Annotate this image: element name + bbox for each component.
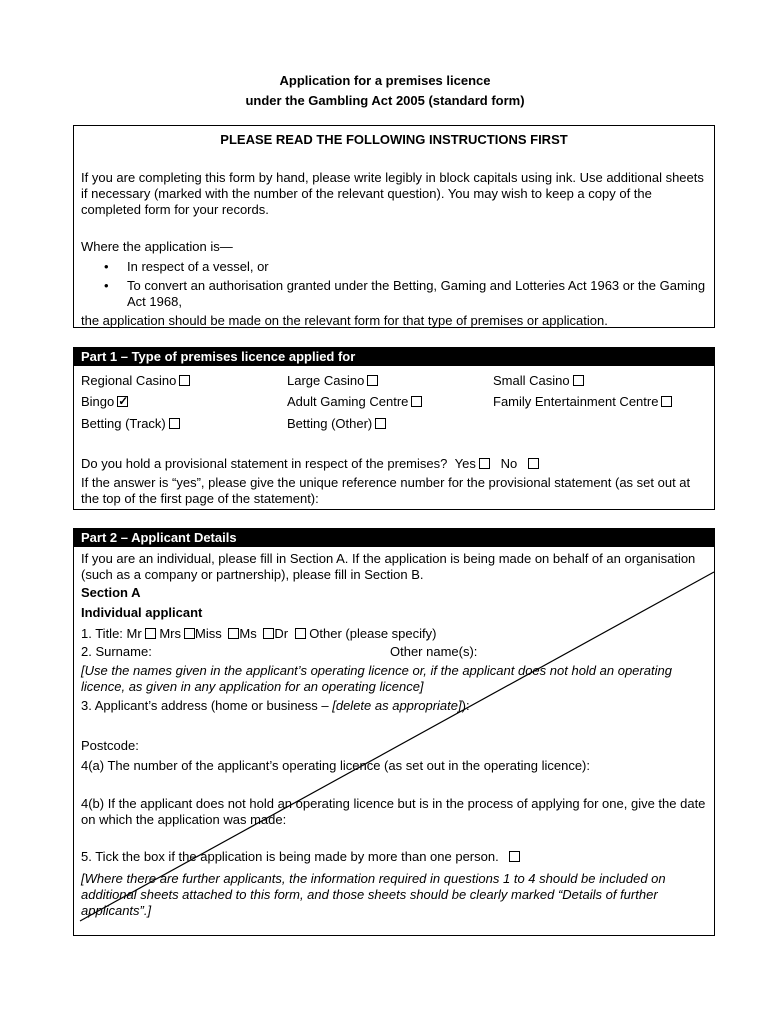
- provisional-question: Do you hold a provisional statement in respect of the premises?: [81, 456, 448, 471]
- title-other-label: Other (please specify): [309, 626, 437, 641]
- title-mrs-label: Mrs: [159, 626, 182, 641]
- title-dr-label: Dr: [274, 626, 289, 641]
- form-title-line-2: under the Gambling Act 2005 (standard form): [245, 93, 525, 108]
- family-entertainment-centre-label: Family Entertainment Centre: [493, 394, 659, 409]
- small-casino-label: Small Casino: [493, 373, 570, 388]
- part1-heading: Part 1 – Type of premises licence applied for: [74, 348, 714, 366]
- operating-licence-question: 4(a) The number of the applicant’s operating licence (as set out in the operating licence):: [81, 758, 590, 773]
- title-ms-label: Ms: [239, 626, 257, 641]
- no-label: No: [500, 456, 518, 471]
- address-question-suffix: ):: [461, 698, 470, 713]
- title-question-label: 1. Title:: [81, 626, 123, 641]
- multiple-applicants-question: 5. Tick the box if the application is being made by more than one person.: [81, 849, 499, 864]
- section-a-heading: Section A: [81, 585, 141, 600]
- large-casino-label: Large Casino: [287, 373, 365, 388]
- yes-label: Yes: [454, 456, 476, 471]
- address-delete-note: [delete as appropriate]: [332, 698, 462, 713]
- part2-intro: If you are an individual, please fill in Section A. If the application is being made on behalf of an organisation (such as a company or partnership), please fill in Section B.: [81, 551, 696, 582]
- title-miss-label: Miss: [195, 626, 222, 641]
- further-applicants-note: [Where there are further applicants, the information required in questions 1 to 4 should be included on additional sheets attached to this form, and those sheets should be clearly marked “Details of further applicants”.]: [81, 871, 666, 918]
- other-names-label: Other name(s):: [390, 644, 478, 659]
- provisional-note: If the answer is “yes”, please give the unique reference number for the provisional statement (as set out at the top of the first page of the statement):: [81, 475, 691, 506]
- bingo-label: Bingo: [81, 394, 115, 409]
- instructions-heading: PLEASE READ THE FOLLOWING INSTRUCTIONS FIRST: [220, 132, 568, 147]
- adult-gaming-centre-label: Adult Gaming Centre: [287, 394, 409, 409]
- bullet-dot-2: •: [104, 278, 109, 293]
- regional-casino-label: Regional Casino: [81, 373, 177, 388]
- address-question-prefix: 3. Applicant’s address (home or business –: [81, 698, 333, 713]
- bullet-dot-1: •: [104, 259, 109, 274]
- instructions-para-3: the application should be made on the relevant form for that type of premises or application.: [81, 313, 608, 328]
- part2-heading: Part 2 – Applicant Details: [74, 529, 714, 547]
- instructions-para-2: Where the application is—: [81, 239, 233, 254]
- betting-track-label: Betting (Track): [81, 416, 166, 431]
- instructions-para-1: If you are completing this form by hand, please write legibly in block capitals using ink. Use additional sheets if necessary (marked with the number of the relevant question). You may wish to keep a copy of the completed form for your records.: [81, 170, 704, 217]
- betting-other-label: Betting (Other): [287, 416, 373, 431]
- form-title-line-1: Application for a premises licence: [279, 73, 491, 88]
- instructions-bullet-2: To convert an authorisation granted under the Betting, Gaming and Lotteries Act 1963 or the Gaming Act 1968,: [127, 278, 706, 309]
- applying-licence-question: 4(b) If the applicant does not hold an operating licence but is in the process of applying for one, give the date on which the application was made:: [81, 796, 706, 827]
- names-note: [Use the names given in the applicant’s operating licence or, if the applicant does not hold an operating licence, as given in any application for an operating licence]: [81, 663, 672, 694]
- postcode-label: Postcode:: [81, 738, 139, 753]
- surname-label: 2. Surname:: [81, 644, 152, 659]
- individual-applicant-heading: Individual applicant: [81, 605, 203, 620]
- title-mr-label: Mr: [126, 626, 142, 641]
- instructions-bullet-1: In respect of a vessel, or: [127, 259, 269, 274]
